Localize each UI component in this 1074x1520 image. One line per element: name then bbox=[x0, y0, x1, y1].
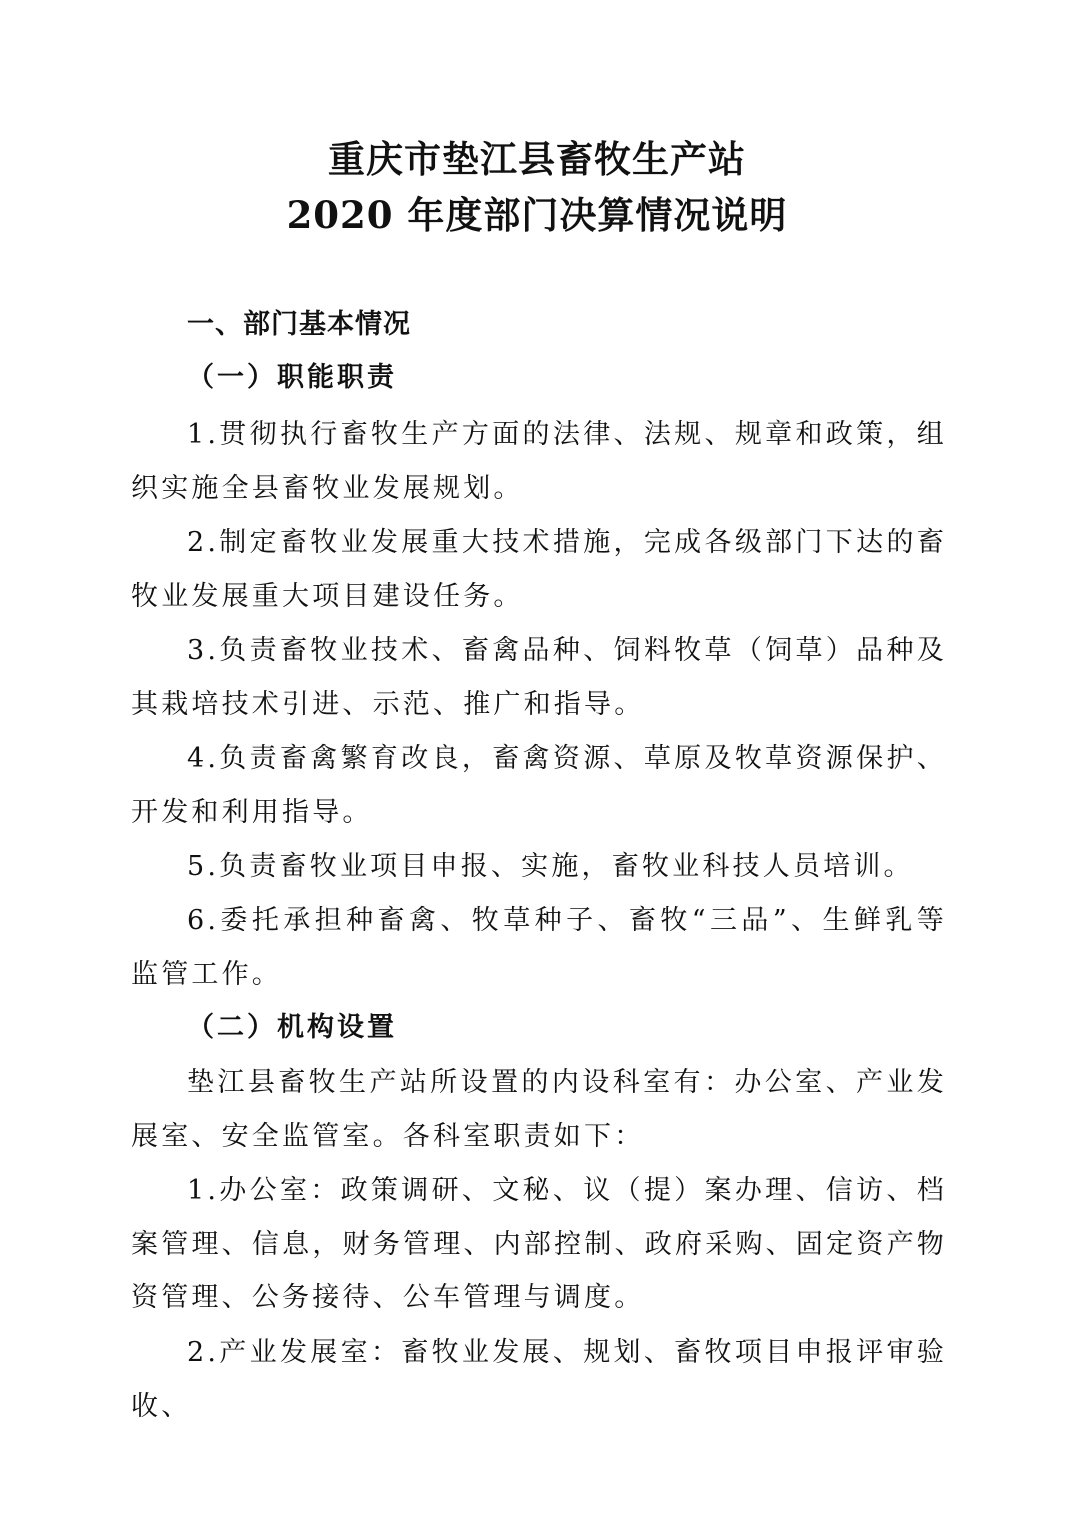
office-paragraph-2: 2.产业发展室：畜牧业发展、规划、畜牧项目申报评审验收、 bbox=[131, 1337, 947, 1422]
organization-intro-paragraph: 垫江县畜牧生产站所设置的内设科室有：办公室、产业发展室、安全监管室。各科室职责如下： bbox=[131, 1067, 947, 1152]
duty-paragraph-3: 3.负责畜牧业技术、畜禽品种、饲料牧草（饲草）品种及其栽培技术引进、示范、推广和指导。 bbox=[131, 635, 947, 720]
duty-paragraph-2: 2.制定畜牧业发展重大技术措施，完成各级部门下达的畜牧业发展重大项目建设任务。 bbox=[131, 527, 947, 612]
document-title-line-2: 2020 年度部门决算情况说明 bbox=[286, 193, 788, 237]
subsection-heading-duties: （一）职能职责 bbox=[187, 362, 397, 393]
document-title-line-1: 重庆市垫江县畜牧生产站 bbox=[328, 137, 746, 181]
duty-paragraph-5: 5.负责畜牧业项目申报、实施，畜牧业科技人员培训。 bbox=[187, 851, 914, 882]
duty-paragraph-4: 4.负责畜禽繁育改良，畜禽资源、草原及牧草资源保护、开发和利用指导。 bbox=[131, 743, 947, 828]
section-heading-basic-info: 一、部门基本情况 bbox=[187, 309, 411, 340]
subsection-heading-organization: （二）机构设置 bbox=[187, 1012, 397, 1043]
duty-paragraph-1: 1.贯彻执行畜牧生产方面的法律、法规、规章和政策，组织实施全县畜牧业发展规划。 bbox=[131, 419, 947, 504]
duty-paragraph-6: 6.委托承担种畜禽、牧草种子、畜牧“三品”、生鲜乳等监管工作。 bbox=[131, 905, 947, 990]
office-paragraph-1: 1.办公室：政策调研、文秘、议（提）案办理、信访、档案管理、信息，财务管理、内部控制、政府采购、固定资产物资管理、公务接待、公车管理与调度。 bbox=[131, 1175, 947, 1313]
